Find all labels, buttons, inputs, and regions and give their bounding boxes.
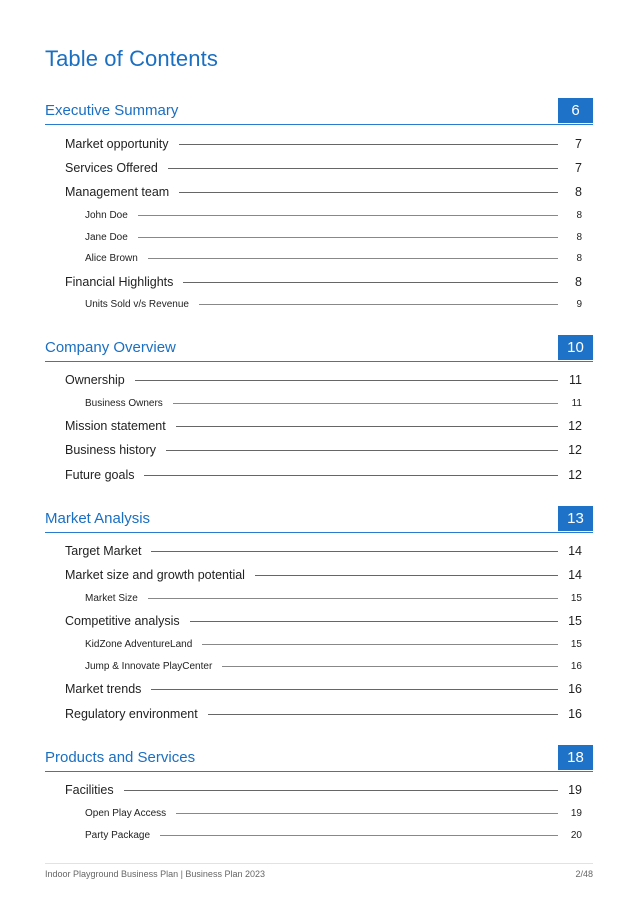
toc-entry-page: 16 bbox=[568, 707, 582, 721]
section-title: Executive Summary bbox=[45, 102, 179, 119]
toc-entry[interactable] bbox=[65, 137, 582, 151]
toc-entry-label: Target Market bbox=[65, 544, 142, 558]
toc-entry[interactable] bbox=[65, 783, 582, 797]
dot-leader bbox=[208, 714, 558, 715]
toc-entry-page: 14 bbox=[568, 568, 582, 582]
footer-divider bbox=[45, 863, 593, 864]
toc-entry[interactable] bbox=[65, 544, 582, 558]
toc-subentry[interactable] bbox=[85, 210, 582, 221]
dot-leader bbox=[176, 813, 558, 814]
toc-entry-page: 15 bbox=[568, 614, 582, 628]
toc-subentry[interactable] bbox=[85, 593, 582, 604]
section-header-company-overview[interactable] bbox=[45, 338, 593, 362]
dot-leader bbox=[202, 644, 558, 645]
toc-entry-label: Future goals bbox=[65, 468, 135, 482]
toc-entry[interactable] bbox=[65, 614, 582, 628]
dot-leader bbox=[138, 215, 558, 216]
toc-entry-page: 19 bbox=[568, 783, 582, 797]
toc-entry[interactable] bbox=[65, 707, 582, 721]
dot-leader bbox=[179, 144, 558, 145]
toc-entry-page: 8 bbox=[576, 232, 582, 243]
toc-entry-label: Competitive analysis bbox=[65, 614, 180, 628]
toc-entry-label: Jane Doe bbox=[85, 232, 128, 243]
toc-entry[interactable] bbox=[65, 373, 582, 387]
toc-entry-label: Market trends bbox=[65, 682, 142, 696]
toc-entry-label: Services Offered bbox=[65, 161, 158, 175]
dot-leader bbox=[222, 666, 558, 667]
toc-subentry[interactable] bbox=[85, 299, 582, 310]
toc-entry-page: 16 bbox=[570, 661, 582, 672]
toc-entry-label: Units Sold v/s Revenue bbox=[85, 299, 189, 310]
toc-entry-label: Regulatory environment bbox=[65, 707, 198, 721]
section-page-badge: 6 bbox=[558, 98, 593, 123]
toc-entry-label: Business Owners bbox=[85, 398, 163, 409]
toc-entry[interactable] bbox=[65, 419, 582, 433]
section-header-market-analysis[interactable] bbox=[45, 509, 593, 533]
dot-leader bbox=[183, 282, 558, 283]
toc-subentry[interactable] bbox=[85, 830, 582, 841]
dot-leader bbox=[148, 598, 558, 599]
section-page-badge: 10 bbox=[558, 335, 593, 360]
toc-entry-label: KidZone AdventureLand bbox=[85, 639, 193, 650]
toc-entry-label: Management team bbox=[65, 185, 170, 199]
toc-entry-label: Ownership bbox=[65, 373, 125, 387]
toc-entry-label: Mission statement bbox=[65, 419, 166, 433]
toc-entry-page: 12 bbox=[568, 419, 582, 433]
toc-entry-label: Market opportunity bbox=[65, 137, 169, 151]
toc-entry-label: Financial Highlights bbox=[65, 275, 174, 289]
toc-entry-label: Market size and growth potential bbox=[65, 568, 245, 582]
toc-entry-page: 20 bbox=[570, 830, 582, 841]
toc-entry-label: Open Play Access bbox=[85, 808, 167, 819]
dot-leader bbox=[135, 380, 558, 381]
toc-entry-page: 7 bbox=[575, 161, 582, 175]
toc-subentry[interactable] bbox=[85, 232, 582, 243]
toc-entry-page: 15 bbox=[570, 639, 582, 650]
section-title: Market Analysis bbox=[45, 510, 151, 527]
dot-leader bbox=[160, 835, 558, 836]
dot-leader bbox=[173, 403, 558, 404]
toc-entry-page: 12 bbox=[568, 468, 582, 482]
dot-leader bbox=[255, 575, 558, 576]
dot-leader bbox=[151, 689, 558, 690]
toc-entry-page: 7 bbox=[575, 137, 582, 151]
section-page-badge: 18 bbox=[558, 745, 593, 770]
dot-leader bbox=[176, 426, 558, 427]
toc-entry-page: 15 bbox=[570, 593, 582, 604]
toc-subentry[interactable] bbox=[85, 808, 582, 819]
toc-entry[interactable] bbox=[65, 161, 582, 175]
toc-entry-page: 8 bbox=[576, 210, 582, 221]
toc-entry[interactable] bbox=[65, 275, 582, 289]
dot-leader bbox=[148, 258, 558, 259]
toc-entry[interactable] bbox=[65, 468, 582, 482]
toc-entry-label: Alice Brown bbox=[85, 253, 138, 264]
section-title: Products and Services bbox=[45, 749, 196, 766]
footer-document-title: Indoor Playground Business Plan | Business Plan 2023 bbox=[45, 869, 265, 879]
toc-entry-page: 12 bbox=[568, 443, 582, 457]
dot-leader bbox=[199, 304, 558, 305]
toc-entry-page: 16 bbox=[568, 682, 582, 696]
dot-leader bbox=[151, 551, 558, 552]
footer-page-number: 2/48 bbox=[575, 869, 593, 879]
toc-subentry[interactable] bbox=[85, 661, 582, 672]
dot-leader bbox=[166, 450, 558, 451]
section-header-executive-summary[interactable] bbox=[45, 101, 593, 125]
toc-entry-label: Market Size bbox=[85, 593, 138, 604]
toc-entry-label: Jump & Innovate PlayCenter bbox=[85, 661, 213, 672]
toc-entry-page: 8 bbox=[576, 253, 582, 264]
toc-subentry[interactable] bbox=[85, 253, 582, 264]
toc-entry-label: Facilities bbox=[65, 783, 114, 797]
toc-entry-page: 9 bbox=[576, 299, 582, 310]
toc-entry-label: Business history bbox=[65, 443, 157, 457]
section-header-products-and-services[interactable] bbox=[45, 748, 593, 772]
toc-entry[interactable] bbox=[65, 185, 582, 199]
toc-entry[interactable] bbox=[65, 568, 582, 582]
dot-leader bbox=[190, 621, 558, 622]
section-page-badge: 13 bbox=[558, 506, 593, 531]
toc-entry-page: 19 bbox=[570, 808, 582, 819]
page-title: Table of Contents bbox=[45, 46, 218, 71]
toc-entry[interactable] bbox=[65, 682, 582, 696]
toc-entry-page: 14 bbox=[568, 544, 582, 558]
toc-entry-page: 8 bbox=[575, 275, 582, 289]
dot-leader bbox=[168, 168, 558, 169]
toc-entry-label: John Doe bbox=[85, 210, 128, 221]
toc-entry-page: 11 bbox=[571, 398, 582, 409]
toc-entry[interactable] bbox=[65, 443, 582, 457]
toc-subentry[interactable] bbox=[85, 639, 582, 650]
toc-entry-page: 8 bbox=[575, 185, 582, 199]
dot-leader bbox=[144, 475, 558, 476]
toc-entry-label: Party Package bbox=[85, 830, 151, 841]
dot-leader bbox=[124, 790, 558, 791]
toc-subentry[interactable] bbox=[85, 398, 582, 409]
dot-leader bbox=[138, 237, 558, 238]
toc-entry-page: 11 bbox=[569, 373, 582, 387]
section-title: Company Overview bbox=[45, 339, 176, 356]
dot-leader bbox=[179, 192, 558, 193]
